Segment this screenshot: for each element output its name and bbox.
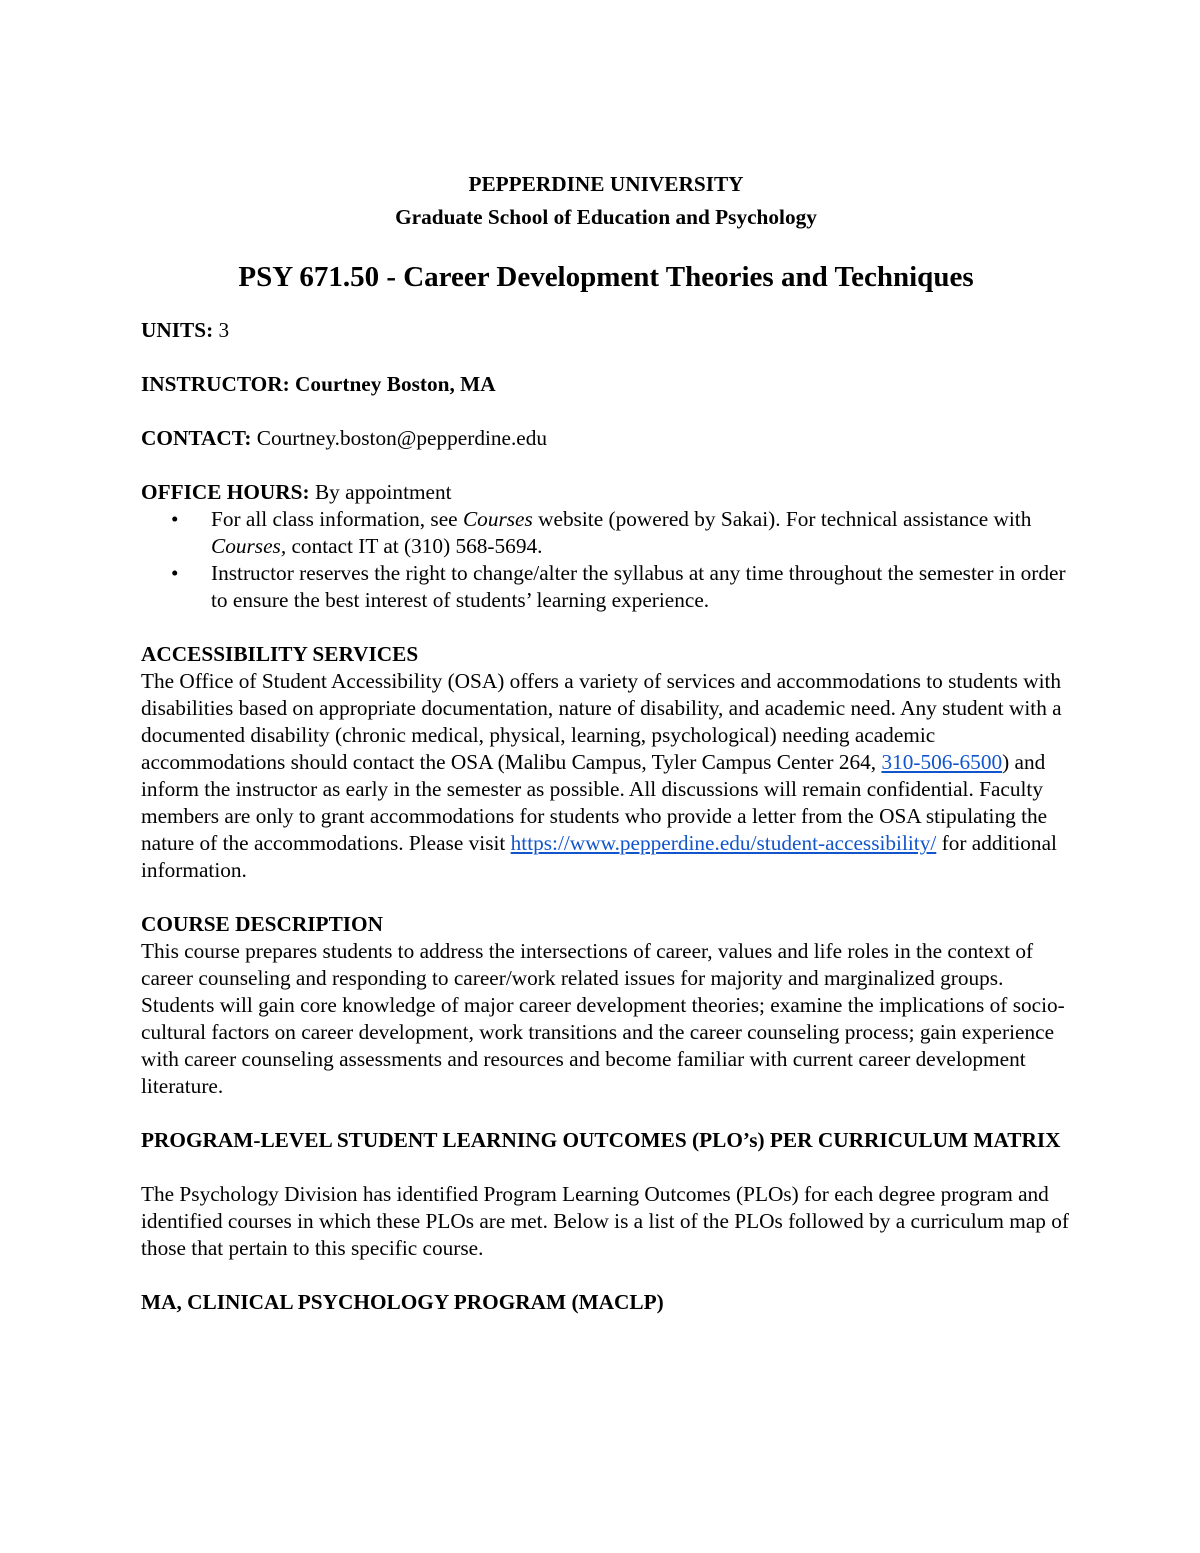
- contact-field: [141, 425, 1071, 452]
- course-title: PSY 671.50 - Career Development Theories and Techniques: [238, 261, 974, 293]
- paragraph-text: ) and inform the instructor as early in the semester as possible. All discussions will remain confidential. Faculty members are only to grant accommodations for students who provide a letter from the OSA stipulating the nature of the accommodations. Please visit: [141, 750, 1048, 855]
- instructor-value: Courtney Boston, MA: [295, 372, 496, 396]
- office-hours-field: [141, 479, 1071, 506]
- contact-value: Courtney.boston@pepperdine.edu: [256, 426, 548, 450]
- instructor-label: INSTRUCTOR:: [141, 372, 290, 396]
- syllabus-page: [141, 168, 1071, 1316]
- courses-italic: Courses,: [211, 534, 287, 558]
- units-value: 3: [218, 318, 230, 342]
- units-label: UNITS:: [141, 318, 214, 342]
- bullet-text: Instructor reserves the right to change/alter the syllabus at any time throughout the semester in order to ensure the best interest of students’ learning experience.: [211, 561, 1066, 612]
- bullet-text: For all class information, see: [211, 507, 463, 531]
- accessibility-heading: ACCESSIBILITY SERVICES: [141, 642, 419, 666]
- courses-italic: Courses: [462, 507, 533, 531]
- contact-label: CONTACT:: [141, 426, 252, 450]
- units-field: [141, 317, 1071, 344]
- list-item: [141, 506, 1071, 560]
- course-description-heading: COURSE DESCRIPTION: [141, 912, 384, 936]
- bullet-icon: •: [171, 561, 179, 585]
- plo-text: The Psychology Division has identified Program Learning Outcomes (PLOs) for each degree program and identified courses in which these PLOs are met. Below is a list of the PLOs followed by a curriculum map of those that pertain to this specific course.: [141, 1182, 1069, 1260]
- plo-heading: PROGRAM-LEVEL STUDENT LEARNING OUTCOMES (PLO’s) PER CURRICULUM MATRIX: [141, 1128, 1061, 1152]
- accessibility-text: [141, 668, 1071, 884]
- school-name: Graduate School of Education and Psychology: [395, 205, 817, 229]
- university-name: PEPPERDINE UNIVERSITY: [468, 172, 744, 196]
- office-hours-label: OFFICE HOURS:: [141, 480, 310, 504]
- maclp-heading: MA, CLINICAL PSYCHOLOGY PROGRAM (MACLP): [141, 1290, 664, 1314]
- accessibility-url-link[interactable]: https://www.pepperdine.edu/student-accessibility/: [510, 831, 937, 855]
- bullet-icon: •: [171, 507, 179, 531]
- bullet-text: website (powered by Sakai). For technical assistance with: [532, 507, 1032, 531]
- bullet-text: contact IT at (310) 568-5694.: [286, 534, 543, 558]
- paragraph-text: for additional information.: [141, 831, 1057, 882]
- instructor-field: [141, 371, 1071, 398]
- list-item: [141, 560, 1071, 614]
- course-description-text: This course prepares students to address the intersections of career, values and life roles in the context of career counseling and responding to career/work related issues for majority and marginalized groups. Students will gain core knowledge of major career development theories; examine the implications of socio-cultural factors on career development, work transitions and the career counseling process; gain experience with career counseling assessments and resources and become familiar with current career development literature.: [141, 939, 1065, 1098]
- office-hours-value: By appointment: [314, 480, 452, 504]
- paragraph-text: The Office of Student Accessibility (OSA) offers a variety of services and accommodations to students with disabilities based on appropriate documentation, nature of disability, and academic need. Any student with a documented disability (chronic medical, physical, learning, psychological) needing academic accommodations should contact the OSA (Malibu Campus, Tyler Campus Center 264,: [141, 669, 1062, 774]
- office-hours-bullets: [141, 506, 1071, 614]
- osa-phone-link[interactable]: 310-506-6500: [881, 750, 1003, 774]
